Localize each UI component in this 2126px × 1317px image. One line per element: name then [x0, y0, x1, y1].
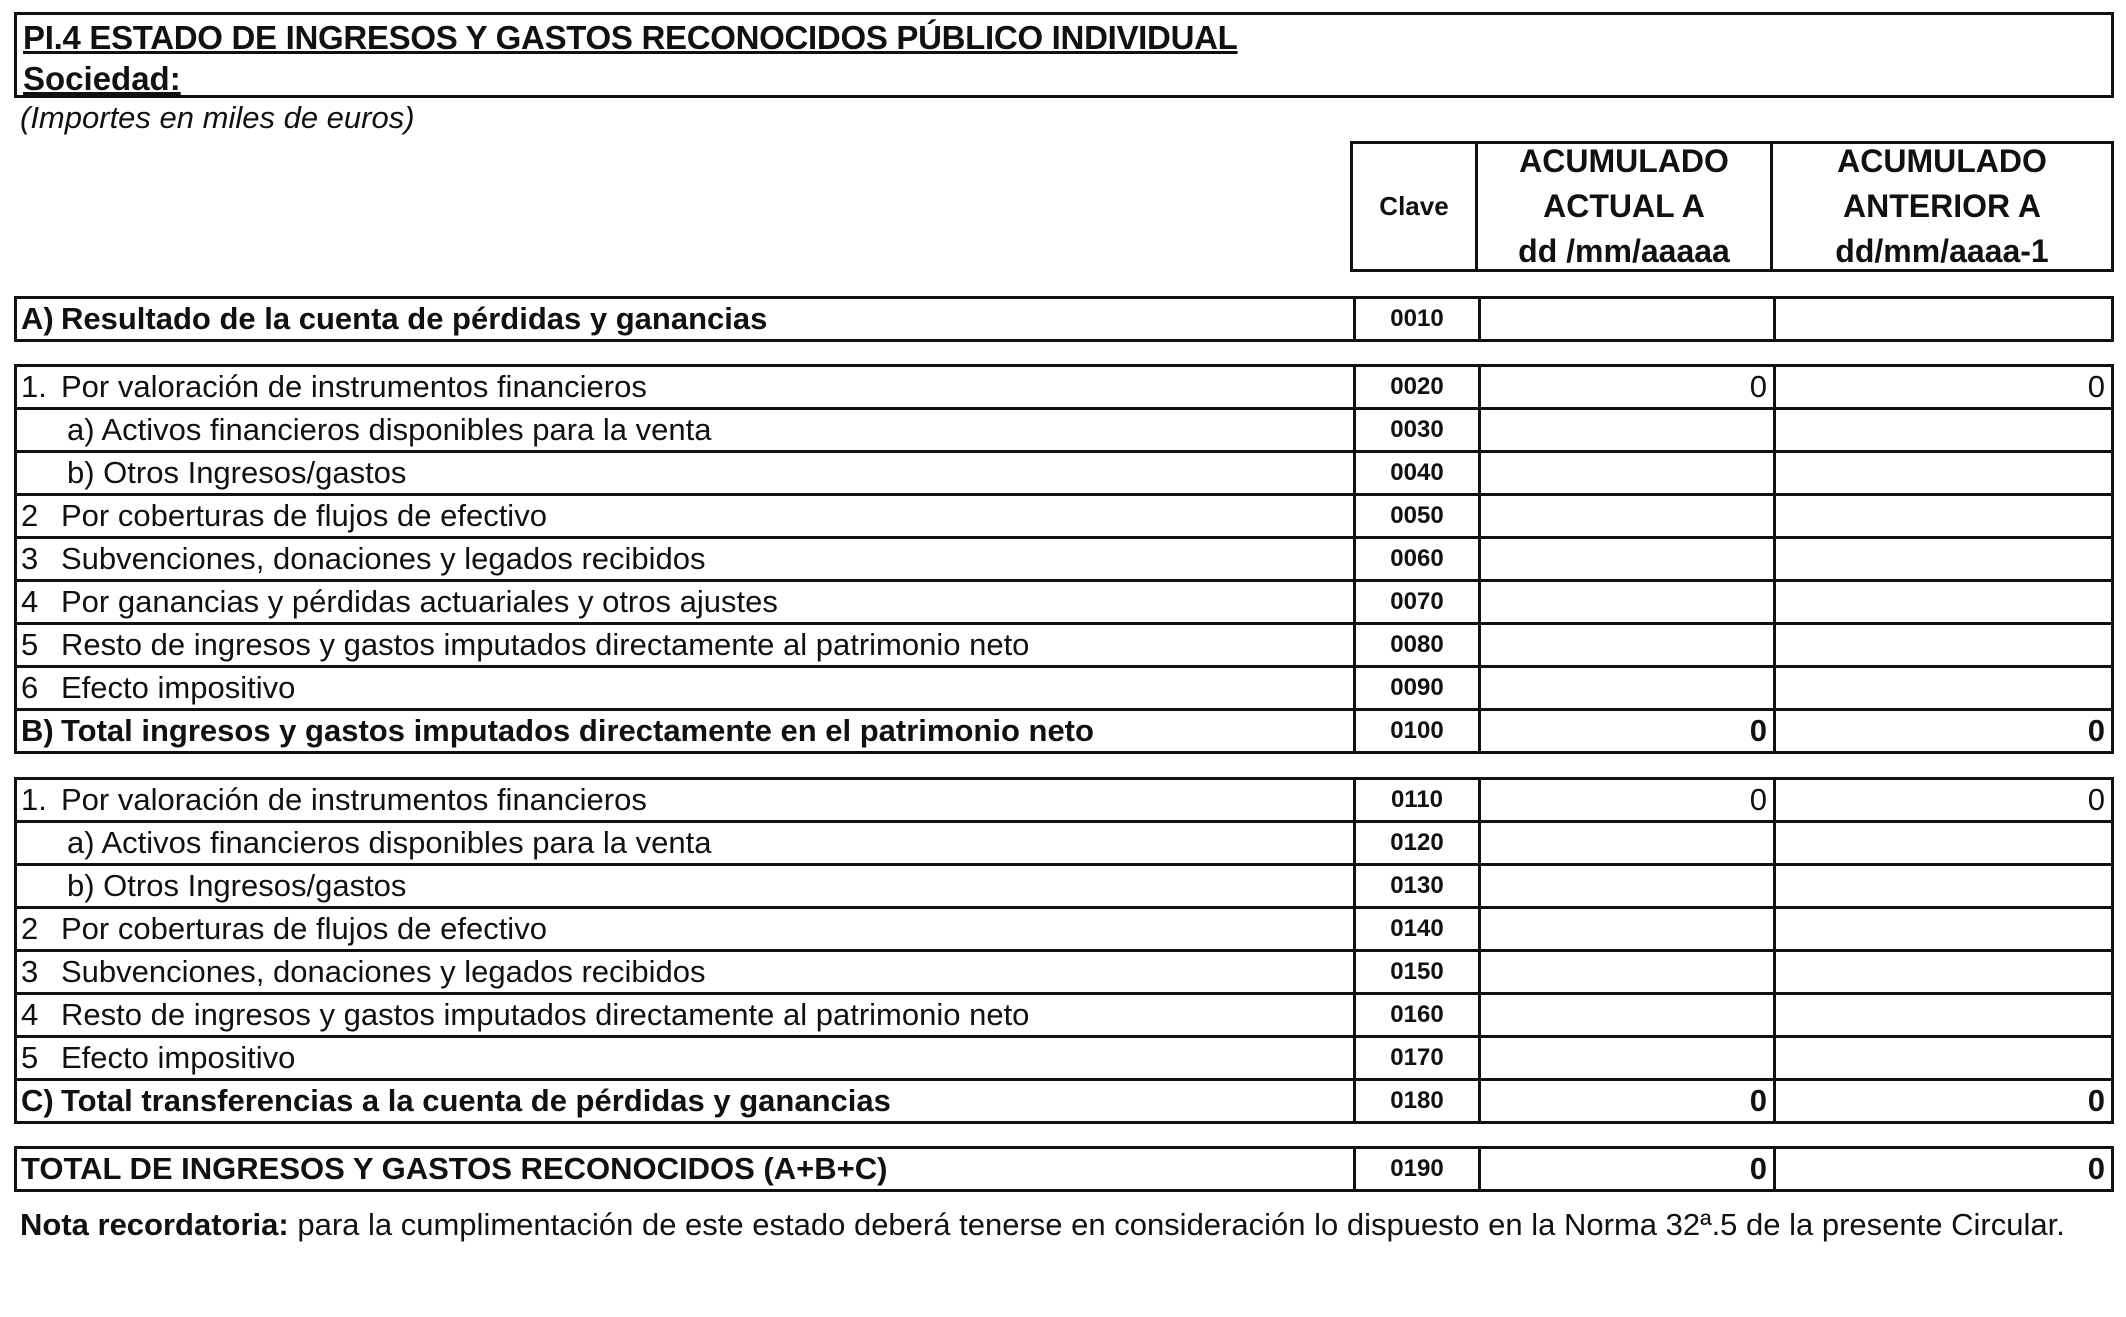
total-b-anterior: 0 [2087, 713, 2105, 748]
total-b-label: B) Total ingresos y gastos imputados directamente en el patrimonio neto [17, 711, 1356, 751]
actual-header [1475, 141, 1773, 272]
row-actual-cell[interactable] [1481, 952, 1776, 992]
grand-total-actual: 0 [1481, 1149, 1776, 1189]
note-text: para la cumplimentación de este estado deberá tenerse en consideración lo dispuesto en la Norma 32ª.5 de la presente Circular. [288, 1207, 2065, 1242]
actual-header-line: ACTUAL A [1543, 188, 1705, 224]
row-actual-cell[interactable] [1481, 866, 1776, 906]
row-anterior-cell[interactable] [1776, 299, 2111, 339]
row-clave: 0190 [1356, 1149, 1481, 1189]
table-row [17, 582, 2111, 625]
row-anterior-cell[interactable]: 0 [2087, 782, 2105, 817]
table-row [17, 909, 2111, 952]
actual-header-line: dd /mm/aaaaa [1518, 233, 1730, 269]
row-anterior-cell[interactable]: 0 [2087, 369, 2105, 404]
row-anterior-cell[interactable] [1776, 539, 2111, 579]
table-row [17, 780, 2111, 823]
row-anterior-cell[interactable] [1776, 909, 2111, 949]
table-row [17, 995, 2111, 1038]
row-anterior-cell[interactable] [1776, 625, 2111, 665]
row-label: a) Activos financieros disponibles para la venta [17, 823, 1356, 863]
row-actual-cell[interactable]: 0 [1481, 367, 1776, 407]
row-actual-cell[interactable] [1481, 995, 1776, 1035]
row-actual-cell[interactable] [1481, 496, 1776, 536]
row-label: 3 Subvenciones, donaciones y legados recibidos [17, 539, 1356, 579]
row-label: A) Resultado de la cuenta de pérdidas y ganancias [17, 299, 1356, 339]
row-clave: 0140 [1356, 909, 1481, 949]
page-title: PI.4 ESTADO DE INGRESOS Y GASTOS RECONOCIDOS PÚBLICO INDIVIDUAL [23, 19, 1238, 56]
row-clave: 0170 [1356, 1038, 1481, 1078]
row-anterior-cell[interactable] [1776, 453, 2111, 493]
row-clave: 0110 [1356, 780, 1481, 820]
row-clave: 0090 [1356, 668, 1481, 708]
row-actual-cell[interactable] [1481, 410, 1776, 450]
section-b-table [14, 364, 2114, 754]
table-row [17, 496, 2111, 539]
row-label: 4 Resto de ingresos y gastos imputados directamente al patrimonio neto [17, 995, 1356, 1035]
total-c-actual: 0 [1481, 1081, 1776, 1121]
row-clave: 0130 [1356, 866, 1481, 906]
row-label: 4 Por ganancias y pérdidas actuariales y otros ajustes [17, 582, 1356, 622]
row-anterior-cell[interactable] [1776, 1038, 2111, 1078]
row-clave: 0070 [1356, 582, 1481, 622]
row-label: a) Activos financieros disponibles para la venta [17, 410, 1356, 450]
row-clave: 0040 [1356, 453, 1481, 493]
table-row [17, 539, 2111, 582]
reminder-note [20, 1202, 2100, 1248]
anterior-header-line: ANTERIOR A [1843, 188, 2041, 224]
note-label: Nota recordatoria: [20, 1207, 289, 1242]
row-actual-cell[interactable]: 0 [1481, 780, 1776, 820]
row-actual-cell[interactable] [1481, 453, 1776, 493]
row-anterior-cell[interactable] [1776, 496, 2111, 536]
row-actual-cell[interactable] [1481, 625, 1776, 665]
row-label: 2 Por coberturas de flujos de efectivo [17, 909, 1356, 949]
total-c-label: C) Total transferencias a la cuenta de pérdidas y ganancias [17, 1081, 1356, 1121]
row-anterior-cell[interactable] [1776, 410, 2111, 450]
anterior-header-line: dd/mm/aaaa-1 [1835, 233, 2049, 269]
section-a-table [14, 296, 2114, 342]
anterior-header [1770, 141, 2114, 272]
row-actual-cell[interactable] [1481, 582, 1776, 622]
grand-total-row [17, 1149, 2111, 1192]
table-row [17, 367, 2111, 410]
table-row [17, 625, 2111, 668]
table-row [17, 1038, 2111, 1081]
units-note: (Importes en miles de euros) [20, 100, 415, 135]
row-clave: 0060 [1356, 539, 1481, 579]
row-clave: 0150 [1356, 952, 1481, 992]
row-anterior-cell[interactable] [1776, 995, 2111, 1035]
title-box [14, 12, 2114, 98]
row-clave: 0050 [1356, 496, 1481, 536]
row-anterior-cell[interactable] [1776, 866, 2111, 906]
row-actual-cell[interactable] [1481, 668, 1776, 708]
total-c-anterior: 0 [2087, 1083, 2105, 1118]
row-label: 3 Subvenciones, donaciones y legados recibidos [17, 952, 1356, 992]
sociedad-label: Sociedad: [23, 60, 181, 97]
row-actual-cell[interactable] [1481, 909, 1776, 949]
total-row [17, 711, 2111, 754]
row-anterior-cell[interactable] [1776, 952, 2111, 992]
total-row [17, 1081, 2111, 1124]
table-row [17, 866, 2111, 909]
section-c-table [14, 777, 2114, 1124]
row-clave: 0100 [1356, 711, 1481, 751]
row-clave: 0010 [1356, 299, 1481, 339]
grand-total-label: TOTAL DE INGRESOS Y GASTOS RECONOCIDOS (A+B+C) [17, 1149, 1356, 1189]
row-label: 2 Por coberturas de flujos de efectivo [17, 496, 1356, 536]
row-label: 5 Efecto impositivo [17, 1038, 1356, 1078]
table-row [17, 453, 2111, 496]
row-clave: 0160 [1356, 995, 1481, 1035]
clave-header: Clave [1350, 141, 1478, 272]
row-actual-cell[interactable] [1481, 1038, 1776, 1078]
row-anterior-cell[interactable] [1776, 823, 2111, 863]
row-actual-cell[interactable] [1481, 539, 1776, 579]
row-clave: 0030 [1356, 410, 1481, 450]
row-actual-cell[interactable] [1481, 823, 1776, 863]
grand-total-anterior: 0 [2087, 1151, 2105, 1186]
row-label: 6 Efecto impositivo [17, 668, 1356, 708]
table-row [17, 952, 2111, 995]
row-anterior-cell[interactable] [1776, 668, 2111, 708]
row-anterior-cell[interactable] [1776, 582, 2111, 622]
row-clave: 0020 [1356, 367, 1481, 407]
row-label: b) Otros Ingresos/gastos [17, 866, 1356, 906]
row-label: 1. Por valoración de instrumentos financieros [17, 367, 1356, 407]
row-clave: 0120 [1356, 823, 1481, 863]
row-clave: 0180 [1356, 1081, 1481, 1121]
row-clave: 0080 [1356, 625, 1481, 665]
row-label: 5 Resto de ingresos y gastos imputados directamente al patrimonio neto [17, 625, 1356, 665]
grand-total-table [14, 1146, 2114, 1192]
row-actual-cell[interactable] [1481, 299, 1776, 339]
table-row [17, 299, 2111, 342]
row-label: b) Otros Ingresos/gastos [17, 453, 1356, 493]
anterior-header-line: ACUMULADO [1837, 143, 2047, 179]
total-b-actual: 0 [1481, 711, 1776, 751]
row-label: 1. Por valoración de instrumentos financieros [17, 780, 1356, 820]
table-row [17, 823, 2111, 866]
table-row [17, 668, 2111, 711]
actual-header-line: ACUMULADO [1519, 143, 1729, 179]
table-row [17, 410, 2111, 453]
